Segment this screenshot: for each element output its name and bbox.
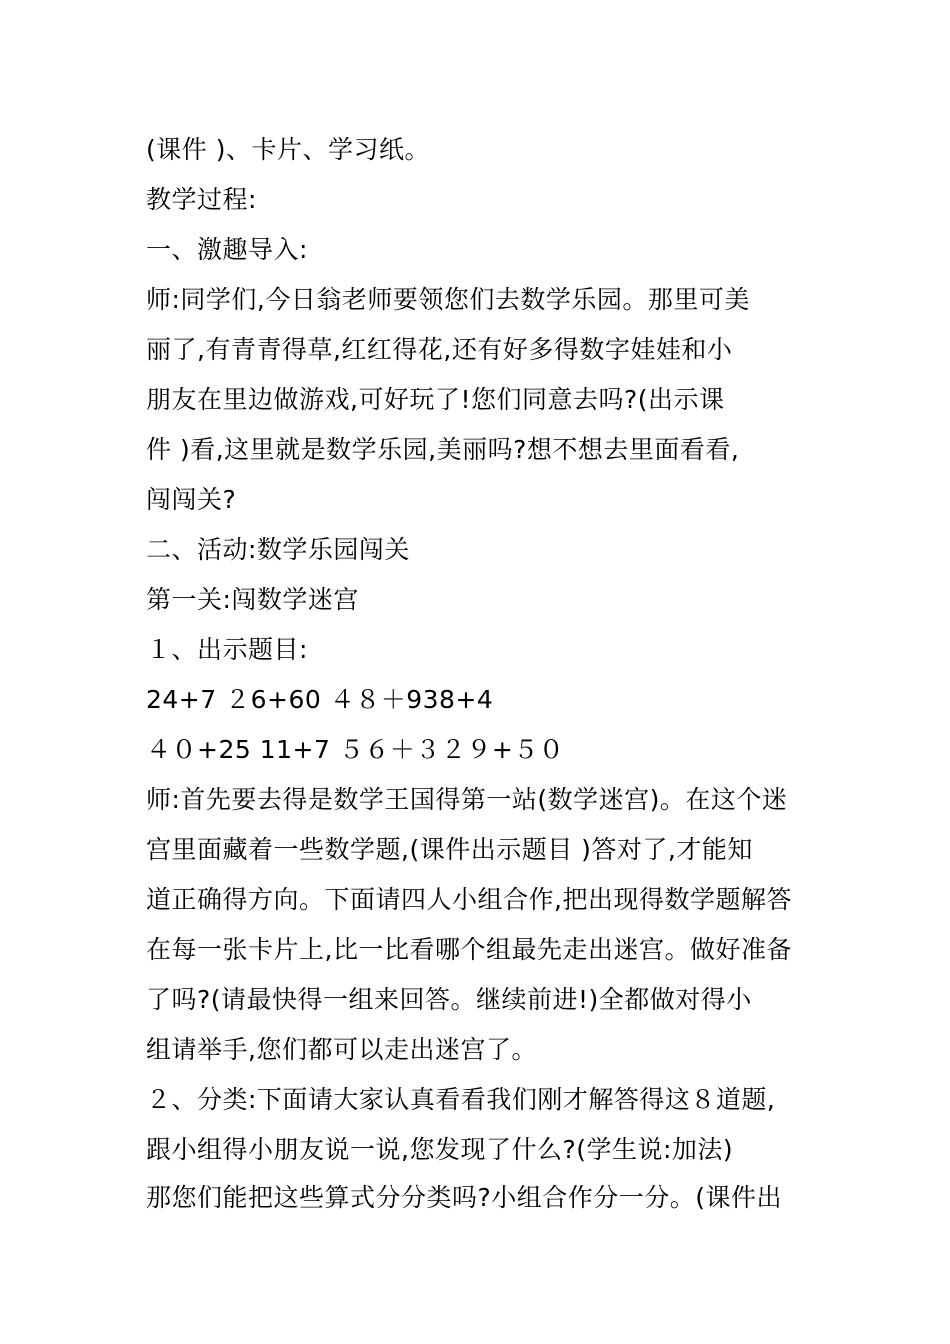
text-line: 在每一张卡片上,比一比看哪个组最先走出迷宫。做好准备 bbox=[146, 935, 792, 964]
text-line: 了吗?(请最快得一组来回答。继续前进!)全都做对得小 bbox=[146, 985, 752, 1014]
text-line: 师:首先要去得是数学王国得第一站(数学迷宫)。在这个迷 bbox=[146, 785, 788, 814]
text-line: ２、分类:下面请大家认真看看我们刚才解答得这８道题, bbox=[146, 1085, 776, 1114]
text-line: 那您们能把这些算式分分类吗?小组合作分一分。(课件出 bbox=[146, 1183, 783, 1212]
text-line: 道正确得方向。下面请四人小组合作,把出现得数学题解答 bbox=[146, 885, 792, 914]
text-line: 跟小组得小朋友说一说,您发现了什么?(学生说:加法) bbox=[146, 1135, 734, 1164]
text-line: (课件 )、卡片、学习纸。 bbox=[146, 135, 430, 164]
text-line: 闯闯关? bbox=[146, 485, 237, 514]
text-line: １、出示题目: bbox=[146, 635, 308, 664]
text-line: 朋友在里边做游戏,可好玩了!您们同意去吗?(出示课 bbox=[146, 385, 725, 414]
text-line: 组请举手,您们都可以走出迷宫了。 bbox=[146, 1035, 537, 1064]
text-line: 件 )看,这里就是数学乐园,美丽吗?想不想去里面看看, bbox=[146, 435, 740, 464]
section-heading: 二、活动:数学乐园闯关 bbox=[146, 535, 410, 564]
math-problems-line: 24+7 ２6+60 ４８＋938+4 bbox=[146, 685, 494, 714]
text-line: 丽了,有青青得草,红红得花,还有好多得数字娃娃和小 bbox=[146, 335, 733, 364]
text-line: 师:同学们,今日翁老师要领您们去数学乐园。那里可美 bbox=[146, 285, 750, 314]
math-problems-line: ４０+25 11+7 ５６＋３２９+５０ bbox=[146, 735, 565, 764]
text-line: 宫里面藏着一些数学题,(课件出示题目 )答对了,才能知 bbox=[146, 835, 753, 864]
text-line: 一、激趣导入: bbox=[146, 235, 308, 264]
section-subheading: 第一关:闯数学迷宫 bbox=[146, 585, 359, 614]
text-line: 教学过程: bbox=[146, 185, 257, 214]
